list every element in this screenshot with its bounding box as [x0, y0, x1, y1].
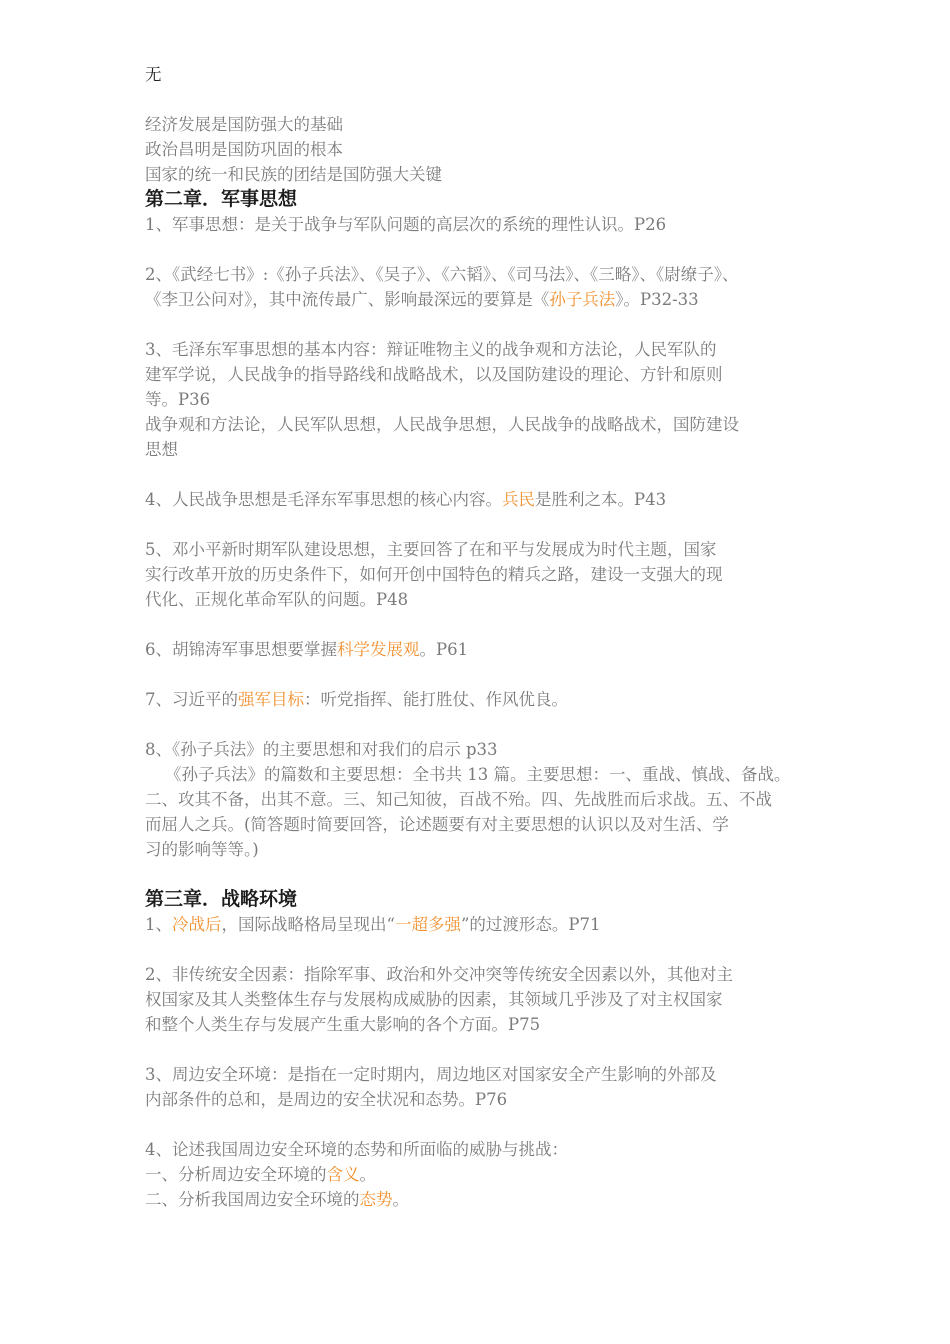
ch2-item-8-line-4: 而屈人之兵。(简答题时简要回答，论述题要有对主要思想的认识以及对生活、学 [145, 815, 729, 834]
chapter-3-heading: 第三章．战略环境 [145, 888, 298, 910]
ch2-item-3-line-1: 3、毛泽东军事思想的基本内容：辩证唯物主义的战争观和方法论，人民军队的 [145, 340, 717, 359]
highlight-text: 强军目标 [238, 690, 304, 709]
ch3-item-4-line-2: 一、分析周边安全环境的含义。 [145, 1165, 376, 1184]
highlight-text: 含义 [326, 1165, 360, 1184]
highlight-text: 一超多强 [394, 915, 461, 934]
ch3-item-4-line-3: 二、分析我国周边安全环境的态势。 [145, 1190, 409, 1209]
ch2-item-5-line-1: 5、邓小平新时期军队建设思想，主要回答了在和平与发展成为时代主题，国家 [145, 540, 717, 559]
ch2-item-8-line-3: 二、攻其不备，出其不意。三、知己知彼，百战不殆。四、先战胜而后求战。五、不战 [145, 790, 772, 809]
chapter-2-heading: 第二章．军事思想 [145, 188, 298, 210]
highlight-text: 态势 [359, 1190, 393, 1209]
ch2-item-3-line-2: 建军学说，人民战争的指导路线和战略战术，以及国防建设的理论、方针和原则 [145, 365, 723, 384]
ch3-item-2-line-2: 权国家及其人类整体生存与发展构成威胁的因素，其领域几乎涉及了对主权国家 [145, 990, 723, 1009]
ch3-item-3-line-2: 内部条件的总和，是周边的安全状况和态势。P76 [145, 1090, 508, 1109]
ch3-item-2-line-3: 和整个人类生存与发展产生重大影响的各个方面。P75 [145, 1015, 541, 1034]
ch2-item-3-line-3: 等。P36 [145, 390, 211, 409]
ch2-item-5-line-3: 代化、正规化革命军队的问题。P48 [145, 590, 409, 609]
ch2-item-5-line-2: 实行改革开放的历史条件下，如何开创中国特色的精兵之路，建设一支强大的现 [145, 565, 723, 584]
ch2-item-2-line-1: 2、《武经七书》:《孙子兵法》、《吴子》、《六韬》、《司马法》、《三略》、《尉缭子》、 [145, 265, 739, 284]
highlight-text: 冷战后 [172, 915, 222, 934]
document-page [145, 62, 825, 1212]
ch2-item-3-line-4: 战争观和方法论，人民军队思想，人民战争思想，人民战争的战略战术，国防建设 [145, 415, 739, 434]
ch2-item-7: 7、习近平的强军目标：听党指挥、能打胜仗、作风优良。 [145, 690, 568, 709]
ch2-item-3-line-5: 思想 [145, 440, 178, 459]
intro-line-3: 国家的统一和民族的团结是国防强大关键 [145, 165, 442, 184]
ch2-item-1: 1、军事思想：是关于战争与军队问题的高层次的系统的理性认识。P26 [145, 215, 667, 234]
highlight-text: 孙子兵法 [549, 290, 616, 309]
ch2-item-8-line-1: 8、《孙子兵法》的主要思想和对我们的启示 p33 [145, 740, 498, 759]
top-mark: 无 [145, 65, 162, 84]
ch2-item-4: 4、人民战争思想是毛泽东军事思想的核心内容。兵民是胜利之本。P43 [145, 490, 667, 509]
ch3-item-1: 1、冷战后，国际战略格局呈现出“一超多强”的过渡形态。P71 [145, 915, 601, 934]
ch2-item-2-line-2: 《李卫公问对》，其中流传最广、影响最深远的要算是《孙子兵法》。P32-33 [145, 290, 699, 309]
ch2-item-8-line-5: 习的影响等等。) [145, 840, 259, 859]
ch3-item-3-line-1: 3、周边安全环境：是指在一定时期内，周边地区对国家安全产生影响的外部及 [145, 1065, 717, 1084]
ch2-item-8-line-2: 《孙子兵法》的篇数和主要思想：全书共 13 篇。主要思想：一、重战、慎战、备战。 [165, 765, 791, 784]
intro-line-2: 政治昌明是国防巩固的根本 [145, 140, 343, 159]
ch2-item-6: 6、胡锦涛军事思想要掌握科学发展观。P61 [145, 640, 469, 659]
ch3-item-2-line-1: 2、非传统安全因素：指除军事、政治和外交冲突等传统安全因素以外，其他对主 [145, 965, 733, 984]
highlight-text: 科学发展观 [337, 640, 420, 659]
ch3-item-4-line-1: 4、论述我国周边安全环境的态势和所面临的威胁与挑战： [145, 1140, 568, 1159]
intro-line-1: 经济发展是国防强大的基础 [145, 115, 343, 134]
highlight-text: 兵民 [502, 490, 535, 509]
